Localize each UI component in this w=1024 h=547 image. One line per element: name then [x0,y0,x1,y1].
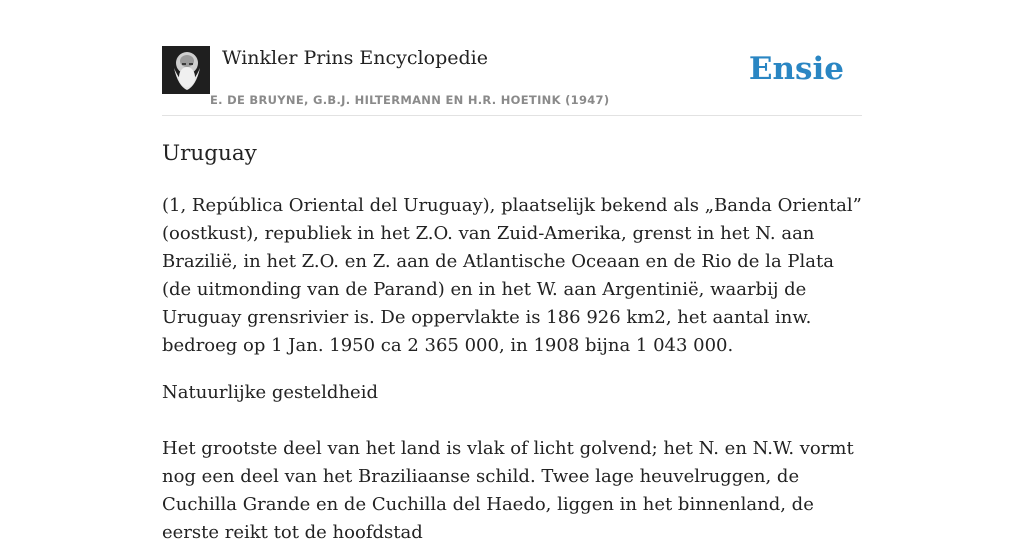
portrait-avatar [162,46,210,94]
site-header [162,40,862,116]
article-title: Uruguay [162,141,257,166]
article [162,140,867,547]
section-heading: Natuurlijke gesteldheid [162,382,378,403]
section-paragraph: Het grootste deel van het land is vlak of licht golvend; het N. en N.W. vormt nog een deel van het Braziliaanse schild. Twee lage heuvelruggen, de Cuchilla Grande en de Cuchilla del Haedo, liggen in het binnenland, de eerste reikt tot de hoofdstad [162,438,854,543]
authors-byline: E. DE BRUYNE, G.B.J. HILTERMANN EN H.R. HOETINK (1947) [210,93,610,107]
portrait-icon [162,46,210,94]
site-title[interactable]: Winkler Prins Encyclopedie [222,47,488,69]
ensie-logo-link[interactable]: Ensie [748,51,844,87]
article-intro-paragraph: (1, República Oriental del Uruguay), plaatselijk bekend als „Banda Oriental” (oostkust), republiek in het Z.O. van Zuid-Amerika, grenst in het N. aan Brazilië, in het Z.O. en Z. aan de Atlantische Oceaan en de Rio de la Plata (de uitmonding van de Parand) en in het W. aan Argentinië, waarbij de Uruguay grensrivier is. De oppervlakte is 186 926 km2, het aantal inw. bedroeg op 1 Jan. 1950 ca 2 365 000, in 1908 bijna 1 043 000. [162,195,862,356]
